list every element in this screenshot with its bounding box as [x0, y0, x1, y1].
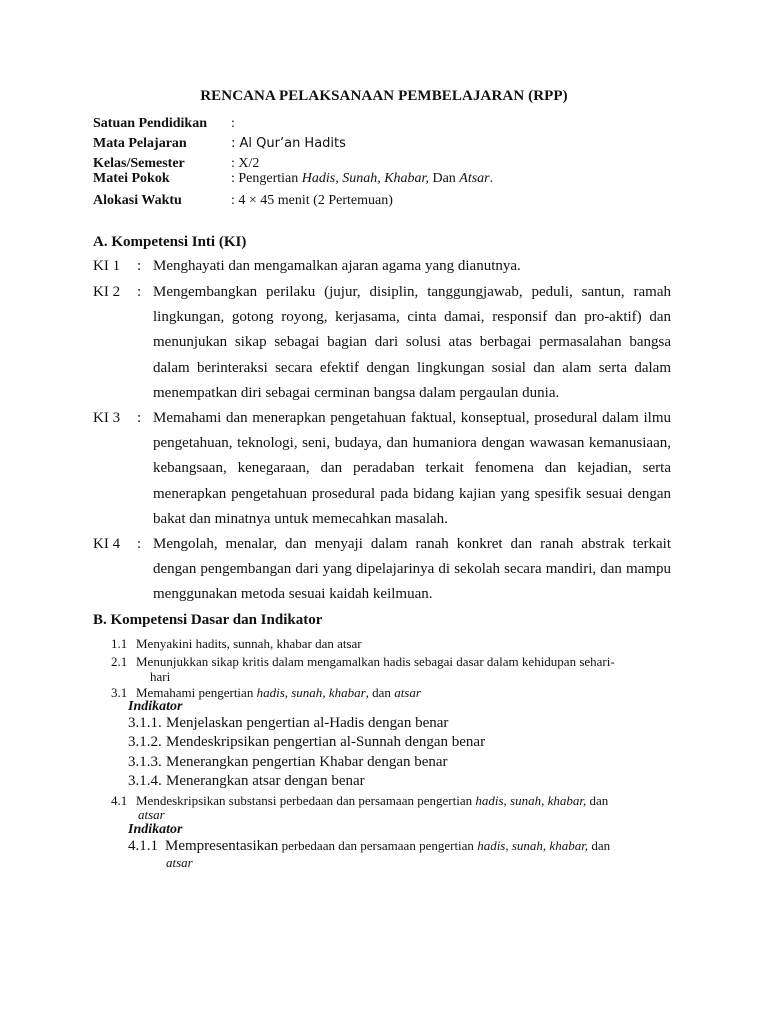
- text-run: .: [489, 171, 494, 186]
- indikator-text: Menjelaskan pengertian al-Hadis dengan benar: [166, 715, 449, 731]
- text-run: Memahami pengertian: [136, 685, 257, 700]
- meta-label: Mata Pelajaran: [93, 136, 187, 151]
- indikator-number: 3.1.4.: [128, 773, 162, 789]
- ki-text: Menghayati dan mengamalkan ajaran agama yang dianutnya.: [153, 258, 521, 274]
- term-hadis: hadis: [477, 838, 506, 853]
- text-run: ,: [542, 838, 550, 853]
- kd-number: 4.1: [111, 793, 128, 808]
- kd-number: 1.1: [111, 636, 128, 651]
- indikator-item: [128, 734, 485, 751]
- term-sunah: sunah: [510, 793, 542, 808]
- text-run: : Pengertian: [231, 171, 302, 186]
- term-khabar: khabar,: [549, 838, 589, 853]
- ki-code: KI 3: [93, 410, 121, 426]
- meta-value: :: [231, 116, 235, 131]
- text-run: , dan: [365, 685, 395, 700]
- text-run: Mendeskripsikan substansi perbedaan dan persamaan pengertian: [136, 793, 476, 808]
- text-run: ,: [503, 793, 511, 808]
- meta-label: Satuan Pendidikan: [93, 116, 207, 131]
- meta-value: : Al Qur’an Hadits: [231, 136, 346, 151]
- heading-letter: B: [93, 612, 104, 628]
- kd-text-continuation: hari: [150, 669, 171, 684]
- indikator-number: 4.1.1: [128, 838, 158, 854]
- text-run: ,: [377, 171, 385, 186]
- section-a-heading: [93, 234, 246, 251]
- indikator-text: Mempresentasikan: [165, 838, 279, 854]
- indikator-text: Menerangkan pengertian Khabar dengan benar: [166, 754, 448, 770]
- document-title: RENCANA PELAKSANAAN PEMBELAJARAN (RPP): [200, 88, 568, 104]
- section-b-heading: [93, 612, 322, 629]
- indikator-item: [128, 773, 365, 790]
- indikator-item: [128, 754, 448, 771]
- kd-text: Menunjukkan sikap kritis dalam mengamalkan hadis sebagai dasar dalam kehidupan sehari-: [136, 654, 615, 669]
- text-run: ,: [505, 838, 512, 853]
- kd-text-continuation: atsar: [138, 807, 165, 822]
- kd-text: Menyakini hadits, sunnah, khabar dan atsar: [136, 636, 362, 651]
- meta-value: : 4 × 45 menit (2 Pertemuan): [231, 193, 393, 208]
- text-run: ,: [335, 171, 343, 186]
- meta-label: Alokasi Waktu: [93, 193, 182, 208]
- ki-text: Mengembangkan perilaku (jujur, disiplin, tanggungjawab, peduli, santun, ramah lingkungan, gotong royong, kerjasama, cinta damai, responsif dan pro-aktif) dan menunjukan sikap sebagai bagian dari solusi atas berbagai permasalahan bangsa dalam berinteraksi secara efektif dengan lingkungan sosial dan alam serta dalam menempatkan diri sebagai cerminan bangsa dalam pergaulan dunia.: [153, 284, 671, 401]
- indikator-text: Menerangkan atsar dengan benar: [166, 773, 365, 789]
- heading-text: A. Kompetensi Inti (KI): [93, 234, 247, 250]
- ki-colon: :: [137, 410, 142, 426]
- term-hadis: Hadis: [301, 171, 336, 186]
- heading-text: . Kompetensi Dasar dan Indikator: [103, 612, 323, 628]
- indikator-heading: Indikator: [128, 699, 183, 714]
- text-run: perbedaan dan persamaan pengertian: [278, 838, 478, 853]
- term-khabar: khabar,: [547, 793, 587, 808]
- text-run: ,: [541, 793, 548, 808]
- ki-text: Memahami dan menerapkan pengetahuan faktual, konseptual, prosedural dalam ilmu pengetahuan, teknologi, seni, budaya, dan humaniora dengan wawasan kemanusiaan, kebangsaan, kenegaraan, dan peradaban terkait fenomena dan kejadian, serta menerapkan pengetahuan prosedural pada bidang kajian yang spesifik sesuai dengan bakat dan minatnya untuk memecahkan masalah.: [153, 410, 671, 527]
- ki-code: KI 4: [93, 536, 121, 552]
- ki-code: KI 1: [93, 258, 121, 274]
- text-run: ,: [284, 685, 292, 700]
- ki-colon: :: [137, 536, 142, 552]
- meta-value: : X/2: [231, 156, 260, 171]
- term-khabar: Khabar,: [384, 171, 429, 186]
- indikator-text-continuation: atsar: [166, 855, 193, 870]
- indikator-text: Mendeskripsikan pengertian al-Sunnah dengan benar: [166, 734, 486, 750]
- indikator-heading: Indikator: [128, 822, 183, 837]
- indikator-number: 3.1.1.: [128, 715, 162, 731]
- ki-colon: :: [137, 284, 142, 300]
- kd-item: [111, 636, 362, 652]
- text-run: dan: [586, 793, 609, 808]
- term-sunah: sunah: [291, 685, 323, 700]
- ki-text: Mengolah, menalar, dan menyaji dalam ranah konkret dan ranah abstrak terkait dengan pengembangan dari yang dipelajarinya di sekolah secara mandiri, dan mampu menggunakan metoda sesuai kaidah keilmuan.: [153, 536, 671, 603]
- ki-colon: :: [137, 258, 142, 274]
- indikator-item: [128, 838, 610, 855]
- kd-item: [111, 793, 608, 809]
- term-khabar: khabar: [328, 685, 366, 700]
- kd-number: 2.1: [111, 654, 128, 669]
- indikator-number: 3.1.2.: [128, 734, 162, 750]
- indikator-item: [128, 715, 448, 732]
- kd-item: [111, 654, 615, 670]
- ki-code: KI 2: [93, 284, 121, 300]
- term-hadis: hadis: [256, 685, 285, 700]
- term-sunah: Sunah: [342, 171, 378, 186]
- meta-value: [231, 171, 493, 187]
- term-atsar: atsar: [394, 685, 421, 700]
- indikator-number: 3.1.3.: [128, 754, 162, 770]
- term-sunah: sunah: [511, 838, 543, 853]
- kd-number: 3.1: [111, 685, 128, 700]
- meta-label: Kelas/Semester: [93, 156, 185, 171]
- meta-label: Matei Pokok: [93, 171, 170, 186]
- text-run: ,: [322, 685, 329, 700]
- term-atsar: Atsar: [459, 171, 490, 186]
- text-run: dan: [588, 838, 611, 853]
- text-run: Dan: [428, 171, 460, 186]
- term-hadis: hadis: [475, 793, 504, 808]
